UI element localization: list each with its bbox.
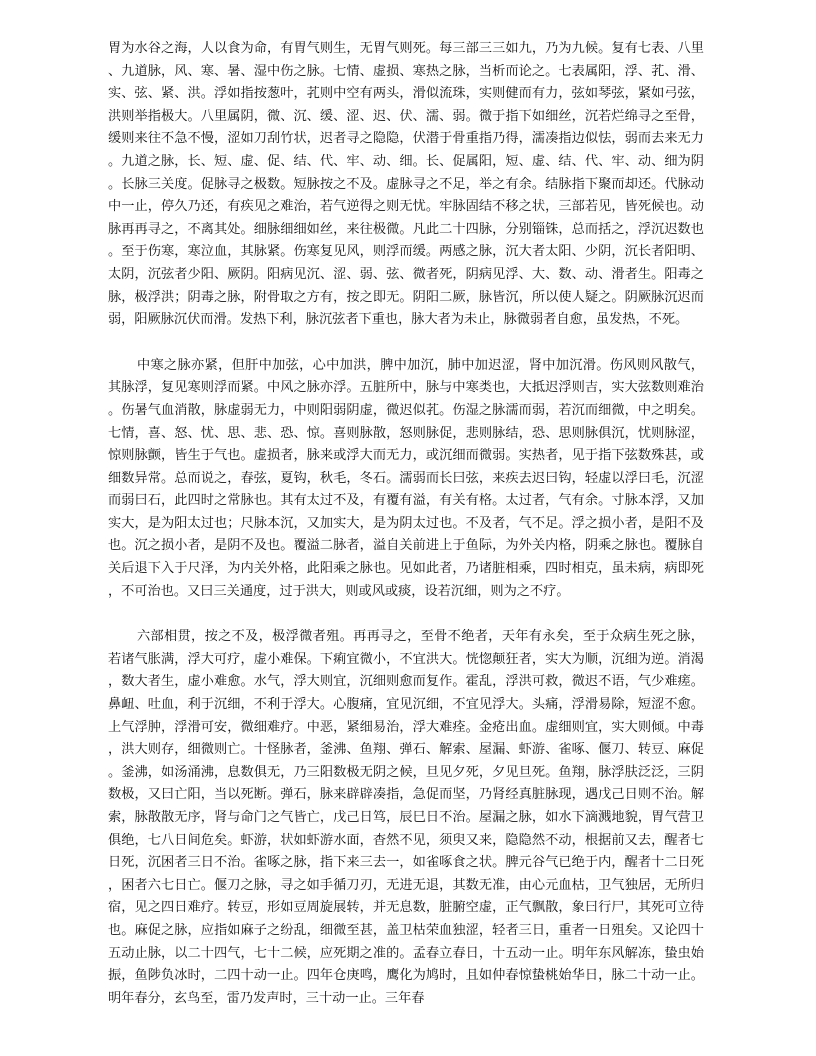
paragraph-2: 中寒之脉亦紧，但肝中加弦，心中加洪，脾中加沉，肺中加迟涩，肾中加沉滑。伤风则风散气，其脉浮，复见寒则浮而紧。中风之脉亦浮。五脏所中，脉与中寒类也，大抵迟浮则吉，实大弦数则难治。伤暑气血消散，脉虚弱无力，中则阳弱阴虚，微迟似芤。伤湿之脉濡而弱，若沉而细微，中之明矣。七情，喜、怒、忧、思、悲、恐、惊。喜则脉散，怒则脉促，悲则脉结，恐、思则脉俱沉，忧则脉涩，惊则脉颤，皆生于气也。虚损者，脉来或浮大而无力，或沉细而微弱。实热者，见于指下弦数殊甚，或细数异常。总而说之，春弦，夏钩，秋毛，冬石。濡弱而长曰弦，来疾去迟曰钩，轻虚以浮曰毛，沉涩而弱曰石，此四时之常脉也。其有太过不及，有覆有溢，有关有格。太过者，气有余。寸脉本浮，又加实大，是为阳太过也；尺脉本沉，又加实大，是为阴太过也。不及者，气不足。浮之损小者，是阳不及也。沉之损小者，是阴不及也。覆溢二脉者，溢自关前进上于鱼际，为外关内格，阴乘之脉也。覆脉自关后退下入于尺泽，为内关外格，此阳乘之脉也。见如此者，乃诸脏相乘，四时相克，虽未病，病即死，不可治也。又曰三关通度，过于洪大，则或风或痰，设若沉细，则为之不疗。 bbox=[108, 357, 704, 599]
document-page bbox=[108, 38, 704, 1038]
paragraph-3: 六部相贯，按之不及，极浮微者殂。再再寻之，至骨不绝者，天年有永矣，至于众病生死之脉，若诸气胀满，浮大可疗，虚小难保。下痢宜微小，不宜洪大。恍惚颠狂者，实大为顺，沉细为逆。消渴，数大者生，虚小难愈。水气，浮大则宜，沉细则愈而复作。霍乱，浮洪可救，微迟不语，气少难瘥。鼻衄、吐血，利于沉细，不利于浮大。心腹痛，宜见沉细，不宜见浮大。头痛，浮滑易除，短涩不愈。上气浮肿，浮滑可安，微细难疗。中恶，紧细易治，浮大难痊。金疮出血。虚细则宜，实大则倾。中毒，洪大则存，细微则亡。十怪脉者，釜沸、鱼翔、弹石、解索、屋漏、虾游、雀啄、偃刀、转豆、麻促。釜沸，如汤涌沸，息数俱无，乃三阳数极无阴之候，旦见夕死，夕见旦死。鱼翔，脉浮肤泛泛，三阴数极，又曰亡阳，当以死断。弹石，脉来辟辟凑指，急促而坚，乃肾经真脏脉现，遇戊己日则不治。解索，脉散散无序，肾与命门之气皆亡，戊己日笃，辰巳日不治。屋漏之脉，如水下滴溅地貌，胃气营卫俱绝，七八日间危矣。虾游，状如虾游水面，杳然不见，须臾又来，隐隐然不动，根据前又去，醒者七日死，沉困者三日不治。雀啄之脉，指下来三去一，如雀啄食之状。脾元谷气已绝于内，醒者十二日死，困者六七日亡。偃刀之脉，寻之如手循刀刃，无进无退，其数无准，由心元血枯，卫气独居，无所归宿，见之四日难疗。转豆，形如豆周旋展转，并无息数，脏腑空虚，正气飘散，象曰行尸，其死可立待也。麻促之脉，应指如麻子之纷乱，细微至甚，盖卫枯荣血独涩，轻者三日，重者一日殂矣。又论四十五动止脉，以二十四气，七十二候，应死期之准的。孟春立春日，十五动一止。明年东风解冻，蛰虫始振，鱼陟负冰时，二四十动一止。四年仓庚鸣，鹰化为鸠时，且如仲春惊蛰桃始华日，脉二十动一止。明年春分，玄鸟至，雷乃发声时，三十动一止。三年春 bbox=[108, 629, 704, 1006]
paragraph-1: 胃为水谷之海，人以食为命，有胃气则生，无胃气则死。每三部三三如九，乃为九候。复有七表、八里、九道脉，风、寒、暑、湿中伤之脉。七情、虚损、寒热之脉，当析而论之。七表属阳，浮、芤、滑、实、弦、紧、洪。浮如指按葱叶，芤则中空有两头，滑似流珠，实则健而有力，弦如琴弦，紧如弓弦，洪则举指极大。八里属阴，微、沉、缓、涩、迟、伏、濡、弱。微于指下如细丝，沉若烂绵寻之至骨，缓则来往不急不慢，涩如刀刮竹状，迟者寻之隐隐，伏潜于骨重指乃得，濡凑指边似怯，弱而去来无力。九道之脉，长、短、虚、促、结、代、牢、动、细。长、促属阳，短、虚、结、代、牢、动、细为阴。长脉三关度。促脉寻之极数。短脉按之不及。虚脉寻之不足，举之有余。结脉指下聚而却还。代脉动中一止，停久乃还，有疾见之难治，若气逆得之则无忧。牢脉固结不移之状，三部若见，皆死候也。动脉再再寻之，不离其处。细脉细细如丝，来往极微。凡此二十四脉，分别锱铢，总而括之，浮沉迟数也。至于伤寒，寒泣血，其脉紧。伤寒复见风，则浮而缓。两感之脉，沉大者太阳、少阴，沉长者阳明、太阴，沉弦者少阳、厥阴。阳病见沉、涩、弱、弦、微者死，阴病见浮、大、数、动、滑者生。阳毒之脉，极浮洪；阴毒之脉，附骨取之方有，按之即无。阴阳二厥，脉皆沉，所以使人疑之。阴厥脉沉迟而弱，阳厥脉沉伏而滑。发热下利，脉沉弦者下重也，脉大者为未止，脉微弱者自愈，虽发热，不死。 bbox=[108, 41, 704, 328]
